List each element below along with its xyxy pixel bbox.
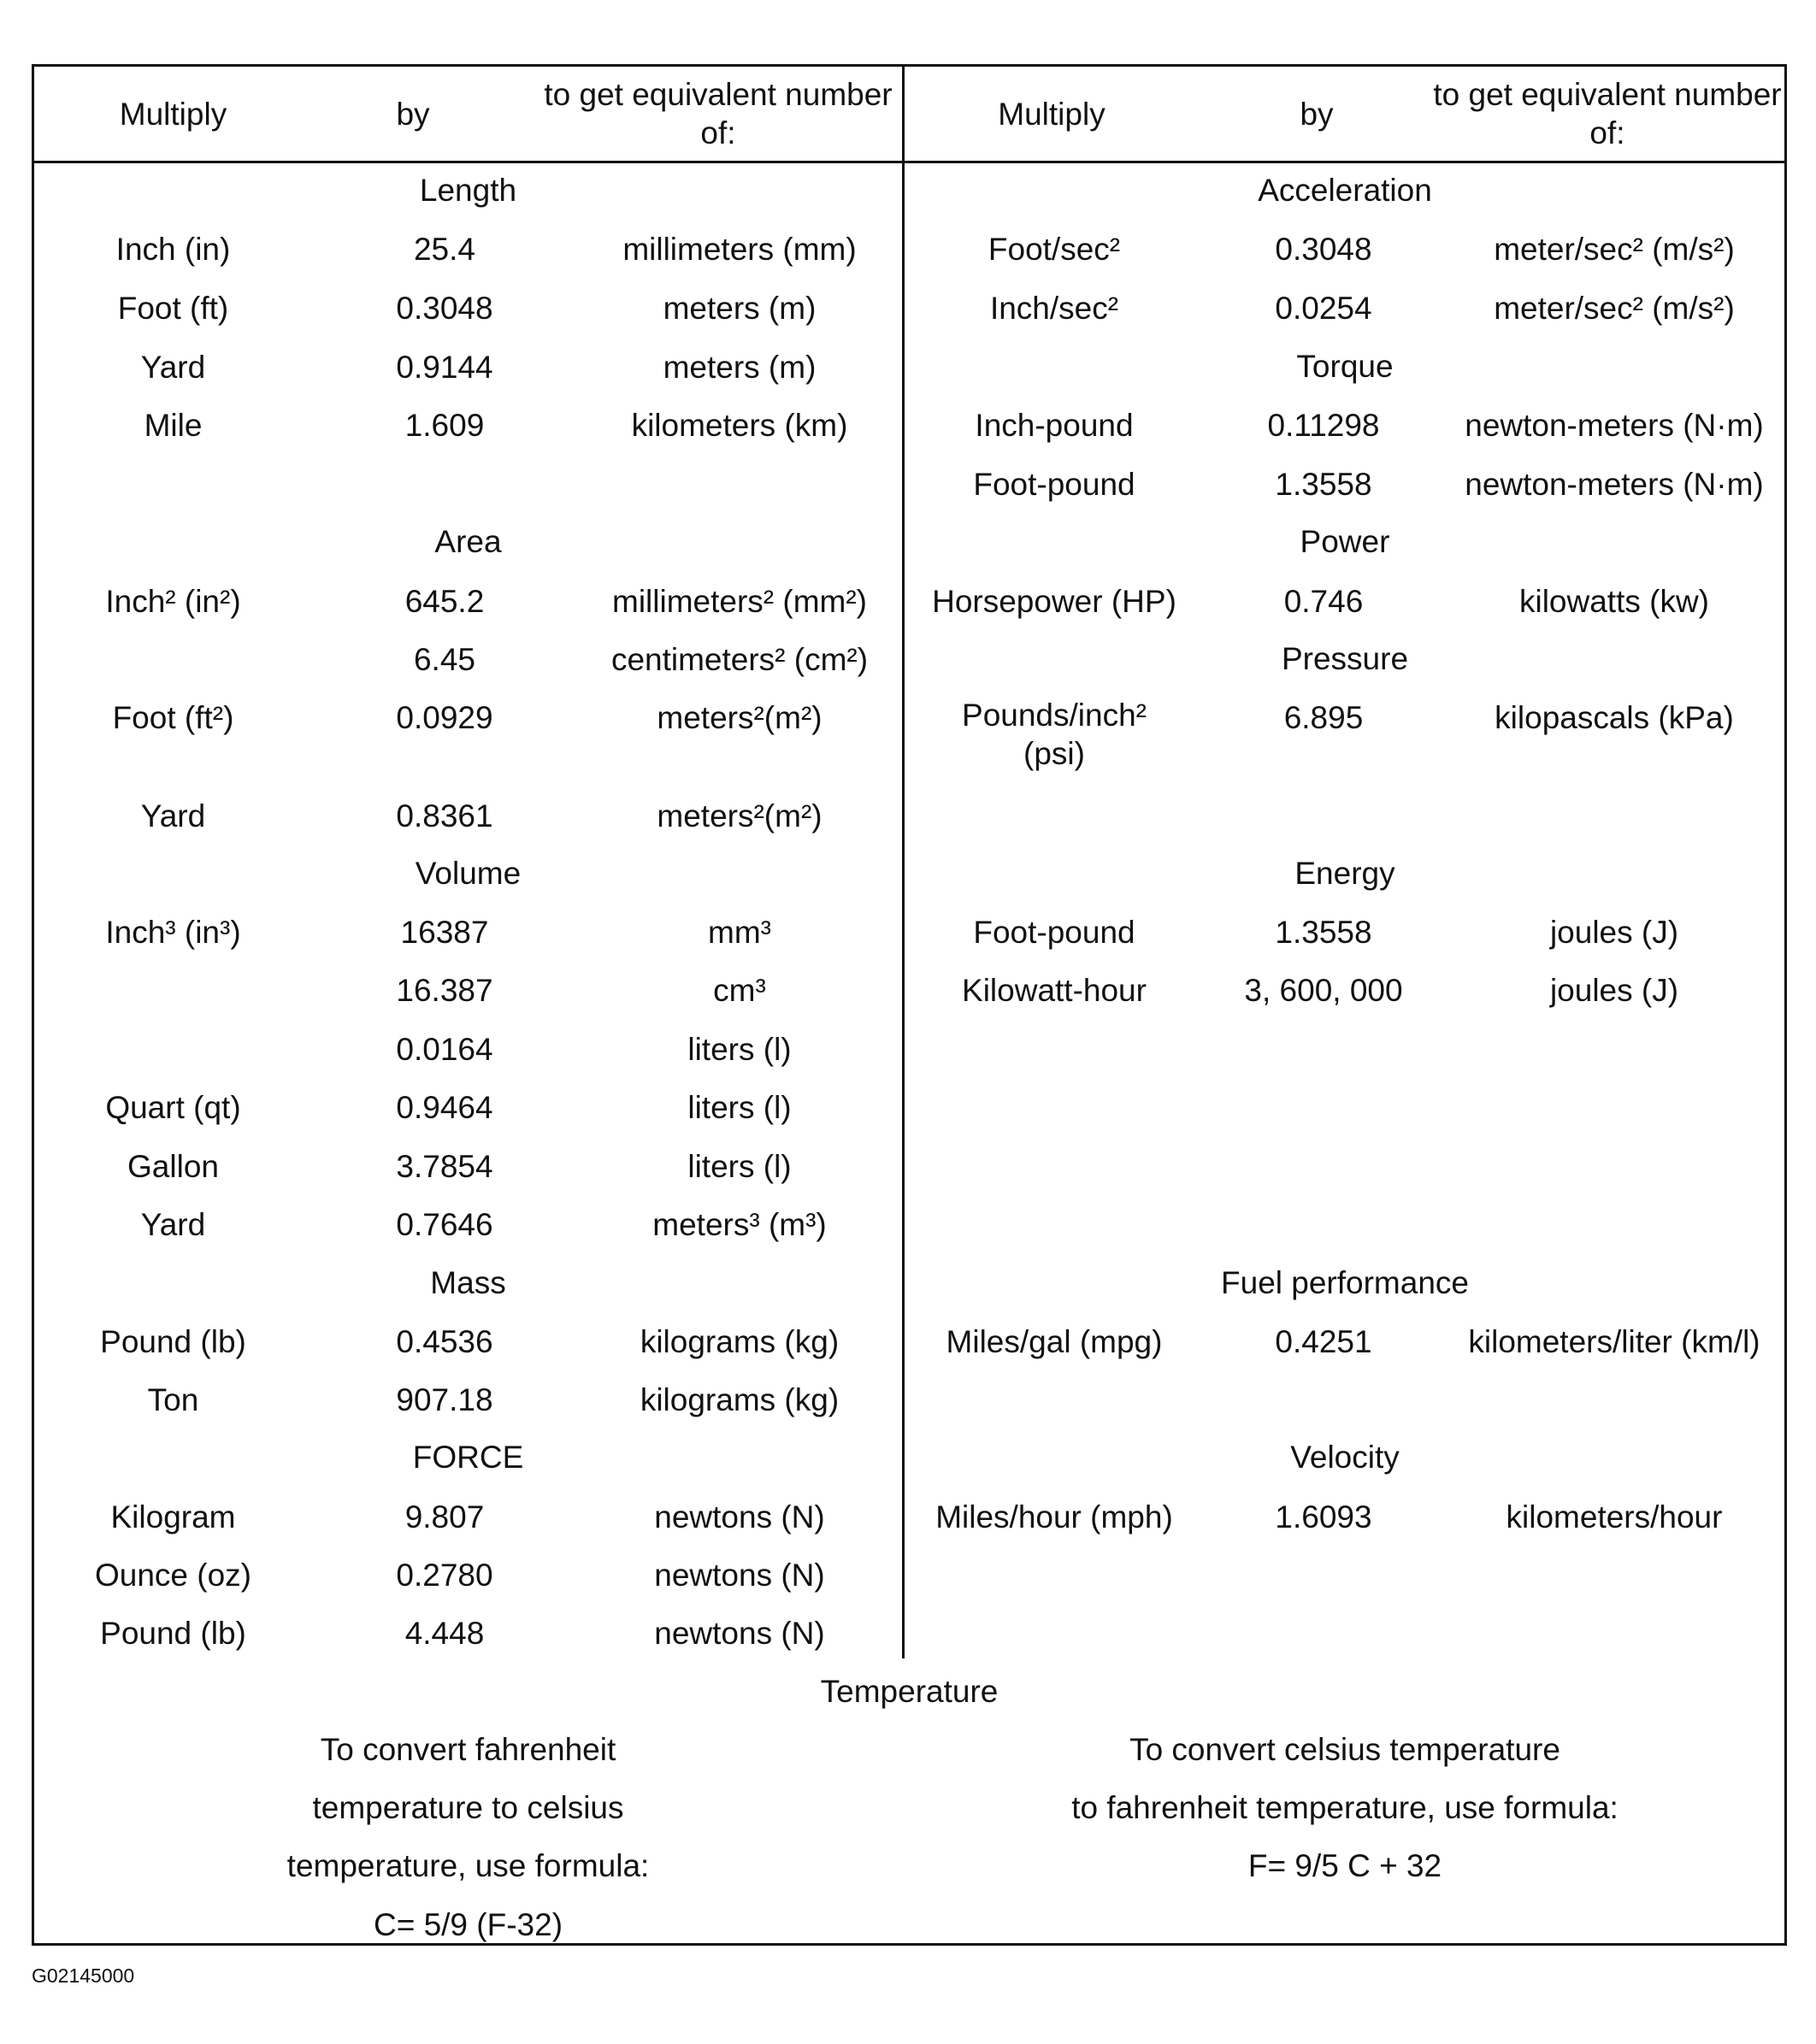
header-multiply-right: Multiply bbox=[998, 96, 1106, 132]
row-factor: 16387 bbox=[400, 914, 489, 950]
section-acceleration: Acceleration bbox=[1258, 173, 1432, 208]
row-factor: 1.3558 bbox=[1275, 466, 1372, 502]
row-to: newtons (N) bbox=[654, 1557, 825, 1593]
row-factor: 1.609 bbox=[404, 407, 485, 443]
section-volume: Volume bbox=[415, 856, 522, 891]
row-factor: 0.4536 bbox=[396, 1323, 493, 1359]
row-from: Inch-pound bbox=[975, 407, 1134, 443]
row-to: kilometers/liter (km/l) bbox=[1468, 1323, 1760, 1359]
row-from: Foot (ft) bbox=[117, 290, 229, 326]
row-factor: 25.4 bbox=[413, 231, 475, 267]
row-from: Yard bbox=[140, 798, 206, 834]
temperature-right-line: To convert celsius temperature bbox=[1129, 1732, 1560, 1767]
row-from: Kilowatt-hour bbox=[962, 972, 1147, 1008]
row-factor: 0.0929 bbox=[396, 699, 493, 735]
figure-id: G02145000 bbox=[32, 1964, 135, 1987]
row-to: meters²(m²) bbox=[657, 699, 823, 735]
row-from: Miles/gal (mpg) bbox=[946, 1323, 1163, 1359]
section-fuel-performance: Fuel performance bbox=[1221, 1265, 1469, 1300]
row-factor: 0.746 bbox=[1283, 583, 1364, 619]
table-header bbox=[34, 67, 1784, 163]
row-to: meter/sec² (m/s²) bbox=[1494, 231, 1735, 267]
row-to: kilograms (kg) bbox=[640, 1381, 840, 1417]
row-factor: 16.387 bbox=[396, 972, 493, 1008]
section-torque: Torque bbox=[1296, 349, 1394, 384]
section-energy: Energy bbox=[1294, 856, 1395, 891]
row-to: meters (m) bbox=[663, 349, 817, 385]
row-factor: 645.2 bbox=[404, 583, 485, 619]
row-to: liters (l) bbox=[687, 1148, 792, 1184]
row-from: Horsepower (HP) bbox=[932, 583, 1176, 619]
row-from: Miles/hour (mph) bbox=[935, 1499, 1173, 1534]
temperature-right-formula: F= 9/5 C + 32 bbox=[1247, 1848, 1442, 1883]
row-factor: 3.7854 bbox=[396, 1148, 493, 1184]
row-from: Pound (lb) bbox=[100, 1615, 246, 1651]
row-from: Yard bbox=[140, 349, 206, 385]
row-to: kilometers/hour bbox=[1506, 1499, 1723, 1534]
section-length: Length bbox=[419, 173, 517, 208]
row-from bbox=[34, 633, 312, 685]
row-to: millimeters (mm) bbox=[622, 231, 857, 267]
row-from: Foot (ft²) bbox=[112, 699, 234, 735]
header-equivalent-left: to get equivalent number of: bbox=[544, 77, 893, 150]
section-force: FORCE bbox=[412, 1440, 524, 1475]
row-to: kilometers (km) bbox=[631, 407, 848, 443]
row-to: newton-meters (N·m) bbox=[1465, 466, 1764, 502]
temperature-left-line: To convert fahrenheit bbox=[320, 1732, 616, 1767]
row-factor: 0.3048 bbox=[1275, 231, 1372, 267]
temperature-left-line: temperature, use formula: bbox=[286, 1848, 650, 1883]
row-from: Gallon bbox=[127, 1148, 219, 1184]
row-factor: 907.18 bbox=[396, 1381, 493, 1417]
conversion-table bbox=[32, 64, 1787, 1946]
row-from: Mile bbox=[144, 407, 203, 443]
row-from: Ton bbox=[147, 1381, 199, 1417]
row-to: liters (l) bbox=[687, 1031, 792, 1067]
row-from: Inch³ (in³) bbox=[105, 914, 241, 950]
row-from: Foot-pound bbox=[973, 914, 1135, 950]
row-factor: 3, 600, 000 bbox=[1244, 972, 1403, 1008]
row-from-line1: Pounds/inch² bbox=[962, 698, 1147, 733]
row-to: meter/sec² (m/s²) bbox=[1494, 290, 1735, 326]
row-factor: 0.3048 bbox=[396, 290, 493, 326]
row-factor: 6.895 bbox=[1283, 699, 1364, 735]
row-from: Kilogram bbox=[110, 1499, 236, 1534]
row-to: millimeters² (mm²) bbox=[612, 583, 867, 619]
row-to: kilograms (kg) bbox=[640, 1323, 840, 1359]
row-factor: 0.4251 bbox=[1275, 1323, 1372, 1359]
row-from: Foot-pound bbox=[973, 466, 1135, 502]
row-factor: 0.11298 bbox=[1267, 407, 1380, 443]
section-mass: Mass bbox=[430, 1265, 506, 1300]
row-factor: 4.448 bbox=[404, 1615, 485, 1651]
temperature-right-line: to fahrenheit temperature, use formula: bbox=[1071, 1790, 1618, 1825]
section-velocity: Velocity bbox=[1290, 1440, 1400, 1475]
section-power: Power bbox=[1300, 524, 1390, 559]
row-to: joules (J) bbox=[1549, 914, 1679, 950]
temperature-left-line: temperature to celsius bbox=[312, 1790, 624, 1825]
row-to: meters (m) bbox=[663, 290, 817, 326]
row-to: newtons (N) bbox=[654, 1499, 825, 1534]
header-equivalent-right: to get equivalent number of: bbox=[1433, 77, 1782, 150]
row-to: kilopascals (kPa) bbox=[1495, 699, 1734, 735]
row-to: newton-meters (N·m) bbox=[1465, 407, 1764, 443]
row-from: Ounce (oz) bbox=[94, 1557, 251, 1593]
row-to: cm³ bbox=[713, 972, 766, 1008]
row-to: kilowatts (kw) bbox=[1518, 583, 1710, 619]
header-by-left: by bbox=[396, 96, 430, 132]
row-from-line2: (psi) bbox=[1023, 736, 1085, 771]
row-factor: 0.7646 bbox=[396, 1206, 493, 1242]
row-factor: 0.2780 bbox=[396, 1557, 493, 1593]
row-to: newtons (N) bbox=[654, 1615, 825, 1651]
row-factor: 0.0164 bbox=[396, 1031, 493, 1067]
row-factor: 1.6093 bbox=[1275, 1499, 1372, 1534]
row-factor: 0.0254 bbox=[1275, 290, 1372, 326]
row-to: liters (l) bbox=[687, 1089, 792, 1125]
row-from: Inch² (in²) bbox=[105, 583, 241, 619]
temperature-left-formula: C= 5/9 (F-32) bbox=[373, 1907, 563, 1942]
row-factor: 0.9144 bbox=[396, 349, 493, 385]
row-to: joules (J) bbox=[1549, 972, 1679, 1008]
row-from: Foot/sec² bbox=[988, 231, 1121, 267]
header-multiply-left: Multiply bbox=[119, 96, 227, 132]
temperature-title: Temperature bbox=[820, 1674, 999, 1709]
row-from bbox=[34, 964, 312, 1016]
row-factor: 1.3558 bbox=[1275, 914, 1372, 950]
row-from bbox=[34, 1023, 312, 1075]
section-area: Area bbox=[434, 524, 502, 559]
row-from: Inch/sec² bbox=[989, 290, 1119, 326]
row-to: mm³ bbox=[708, 914, 771, 950]
section-pressure: Pressure bbox=[1281, 641, 1409, 676]
row-factor: 6.45 bbox=[413, 641, 475, 677]
row-factor: 0.8361 bbox=[396, 798, 493, 834]
row-factor: 0.9464 bbox=[396, 1089, 493, 1125]
row-from: Inch (in) bbox=[115, 231, 231, 267]
row-to: meters³ (m³) bbox=[652, 1206, 827, 1242]
header-by-right: by bbox=[1300, 96, 1334, 132]
row-from-psi bbox=[905, 692, 1204, 777]
row-to: meters²(m²) bbox=[657, 798, 823, 834]
row-from: Yard bbox=[140, 1206, 206, 1242]
row-from: Pound (lb) bbox=[100, 1323, 246, 1359]
row-factor: 9.807 bbox=[404, 1499, 485, 1534]
row-to: centimeters² (cm²) bbox=[610, 641, 869, 677]
row-from: Quart (qt) bbox=[105, 1089, 241, 1125]
